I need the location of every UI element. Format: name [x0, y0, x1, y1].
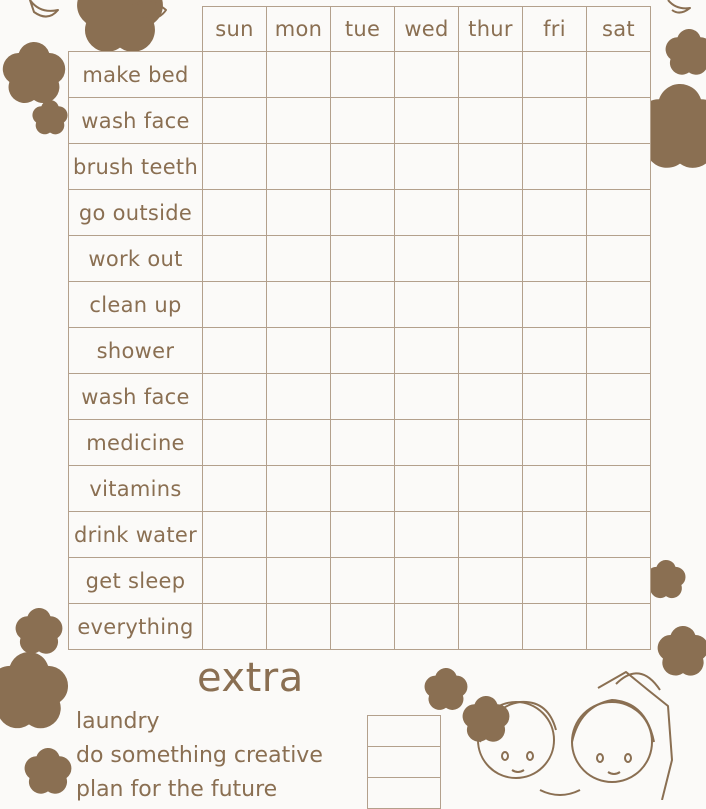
checkbox-cell-thur[interactable] [459, 420, 523, 466]
checkbox-cell-fri[interactable] [523, 420, 587, 466]
task-row [69, 190, 651, 236]
checkbox-cell-mon[interactable] [267, 420, 331, 466]
checkbox-cell-mon[interactable] [267, 328, 331, 374]
checkbox-cell-tue[interactable] [331, 328, 395, 374]
checkbox-cell-sun[interactable] [203, 282, 267, 328]
checkbox-cell-sat[interactable] [587, 328, 651, 374]
checkbox-cell-sat[interactable] [587, 466, 651, 512]
checkbox-cell-sat[interactable] [587, 420, 651, 466]
moon-icon [30, 0, 58, 17]
checkbox-cell-wed[interactable] [395, 512, 459, 558]
star-icon [19, 58, 49, 87]
checkbox-cell-sat[interactable] [587, 512, 651, 558]
checkbox-cell-thur[interactable] [459, 98, 523, 144]
checkbox-cell-sun[interactable] [203, 144, 267, 190]
task-label: go outside [69, 190, 203, 236]
extra-checkbox[interactable] [368, 747, 441, 778]
checkbox-cell-fri[interactable] [523, 512, 587, 558]
star-icon [28, 620, 51, 642]
checkbox-cell-thur[interactable] [459, 374, 523, 420]
task-row [69, 420, 651, 466]
checkbox-cell-sat[interactable] [587, 190, 651, 236]
checkbox-cell-wed[interactable] [395, 282, 459, 328]
checkbox-cell-thur[interactable] [459, 190, 523, 236]
twin-stars-characters-icon [475, 672, 672, 800]
checkbox-cell-wed[interactable] [395, 236, 459, 282]
checkbox-cell-fri[interactable] [523, 374, 587, 420]
checkbox-cell-thur[interactable] [459, 558, 523, 604]
checkbox-cell-fri[interactable] [523, 282, 587, 328]
extra-item: laundry [76, 709, 160, 734]
checkbox-cell-sat[interactable] [587, 98, 651, 144]
checkbox-cell-mon[interactable] [267, 144, 331, 190]
checkbox-cell-sat[interactable] [587, 144, 651, 190]
checkbox-cell-sun[interactable] [203, 328, 267, 374]
checkbox-cell-thur[interactable] [459, 144, 523, 190]
task-row [69, 52, 651, 98]
day-header-fri: fri [523, 7, 587, 52]
star-icon [671, 639, 696, 663]
extra-list [76, 705, 323, 807]
checkbox-cell-tue[interactable] [331, 236, 395, 282]
checkbox-cell-fri[interactable] [523, 144, 587, 190]
moon-icon [668, 0, 690, 13]
extra-checkbox[interactable] [368, 716, 441, 747]
corner-cell [69, 7, 203, 52]
task-row [69, 328, 651, 374]
checkbox-cell-mon[interactable] [267, 52, 331, 98]
task-row [69, 98, 651, 144]
checkbox-cell-mon[interactable] [267, 466, 331, 512]
checkbox-cell-tue[interactable] [331, 558, 395, 604]
extra-item: plan for the future [76, 777, 278, 802]
checkbox-cell-mon[interactable] [267, 558, 331, 604]
checkbox-cell-sun[interactable] [203, 52, 267, 98]
checkbox-cell-sun[interactable] [203, 374, 267, 420]
task-label: brush teeth [69, 144, 203, 190]
star-icon [10, 672, 48, 708]
checkbox-cell-thur[interactable] [459, 328, 523, 374]
checkbox-cell-sun[interactable] [203, 604, 267, 650]
day-header-sun: sun [203, 7, 267, 52]
checkbox-cell-wed[interactable] [395, 558, 459, 604]
checkbox-cell-fri[interactable] [523, 98, 587, 144]
star-icon [37, 760, 60, 782]
extra-checkbox-column [367, 715, 441, 809]
checkbox-cell-tue[interactable] [331, 512, 395, 558]
task-row [69, 512, 651, 558]
checkbox-cell-sun[interactable] [203, 420, 267, 466]
checkbox-cell-thur[interactable] [459, 52, 523, 98]
task-label: drink water [69, 512, 203, 558]
task-row [69, 236, 651, 282]
task-row [69, 604, 651, 650]
star-icon [41, 109, 58, 125]
checkbox-cell-mon[interactable] [267, 236, 331, 282]
checkbox-cell-thur[interactable] [459, 604, 523, 650]
checkbox-cell-sat[interactable] [587, 52, 651, 98]
checkbox-cell-tue[interactable] [331, 144, 395, 190]
habit-tracker-table [68, 6, 651, 650]
task-label: clean up [69, 282, 203, 328]
checkbox-cell-sun[interactable] [203, 190, 267, 236]
task-label: shower [69, 328, 203, 374]
checkbox-cell-sat[interactable] [587, 604, 651, 650]
extra-section-title: extra [197, 655, 304, 701]
checkbox-cell-sun[interactable] [203, 466, 267, 512]
checkbox-cell-tue[interactable] [331, 466, 395, 512]
extra-checkbox[interactable] [368, 778, 441, 809]
checkbox-cell-fri[interactable] [523, 328, 587, 374]
task-label: get sleep [69, 558, 203, 604]
checkbox-cell-wed[interactable] [395, 52, 459, 98]
star-icon [436, 679, 457, 699]
checkbox-cell-mon[interactable] [267, 512, 331, 558]
extra-item: do something creative [76, 743, 323, 768]
checkbox-cell-tue[interactable] [331, 190, 395, 236]
star-icon [656, 570, 675, 588]
checkbox-cell-wed[interactable] [395, 328, 459, 374]
checkbox-cell-fri[interactable] [523, 466, 587, 512]
task-label: vitamins [69, 466, 203, 512]
checkbox-cell-fri[interactable] [523, 558, 587, 604]
checkbox-cell-sat[interactable] [587, 236, 651, 282]
checkbox-cell-wed[interactable] [395, 190, 459, 236]
checkbox-cell-mon[interactable] [267, 190, 331, 236]
task-label: wash face [69, 374, 203, 420]
task-label: make bed [69, 52, 203, 98]
task-row [69, 144, 651, 190]
star-icon [659, 106, 701, 146]
checkbox-cell-sat[interactable] [587, 282, 651, 328]
checkbox-cell-fri[interactable] [523, 190, 587, 236]
checkbox-cell-wed[interactable] [395, 466, 459, 512]
checkbox-cell-thur[interactable] [459, 512, 523, 558]
task-label: work out [69, 236, 203, 282]
task-row [69, 558, 651, 604]
checkbox-cell-tue[interactable] [331, 282, 395, 328]
checkbox-cell-mon[interactable] [267, 282, 331, 328]
task-label: everything [69, 604, 203, 650]
day-header-wed: wed [395, 7, 459, 52]
checkbox-cell-mon[interactable] [267, 374, 331, 420]
day-header-mon: mon [267, 7, 331, 52]
checkbox-cell-tue[interactable] [331, 420, 395, 466]
checkbox-cell-tue[interactable] [331, 604, 395, 650]
checkbox-cell-thur[interactable] [459, 236, 523, 282]
header-row [69, 7, 651, 52]
checkbox-cell-fri[interactable] [523, 52, 587, 98]
day-header-sat: sat [587, 7, 651, 52]
checkbox-cell-fri[interactable] [523, 604, 587, 650]
checkbox-cell-sat[interactable] [587, 374, 651, 420]
task-row [69, 466, 651, 512]
day-header-tue: tue [331, 7, 395, 52]
checkbox-cell-wed[interactable] [395, 374, 459, 420]
task-label: wash face [69, 98, 203, 144]
task-row [69, 282, 651, 328]
checkbox-cell-tue[interactable] [331, 98, 395, 144]
checkbox-cell-sun[interactable] [203, 98, 267, 144]
checkbox-cell-mon[interactable] [267, 98, 331, 144]
checkbox-cell-tue[interactable] [331, 374, 395, 420]
checkbox-cell-thur[interactable] [459, 282, 523, 328]
checkbox-cell-sat[interactable] [587, 558, 651, 604]
day-header-thur: thur [459, 7, 523, 52]
checkbox-cell-wed[interactable] [395, 420, 459, 466]
checkbox-cell-wed[interactable] [395, 144, 459, 190]
star-icon [678, 41, 701, 63]
checkbox-cell-fri[interactable] [523, 236, 587, 282]
task-row [69, 374, 651, 420]
checkbox-cell-thur[interactable] [459, 466, 523, 512]
checkbox-cell-tue[interactable] [331, 52, 395, 98]
checkbox-cell-wed[interactable] [395, 98, 459, 144]
checkbox-cell-sun[interactable] [203, 512, 267, 558]
checkbox-cell-wed[interactable] [395, 604, 459, 650]
checkbox-cell-sun[interactable] [203, 236, 267, 282]
checkbox-cell-mon[interactable] [267, 604, 331, 650]
checkbox-cell-sun[interactable] [203, 558, 267, 604]
task-label: medicine [69, 420, 203, 466]
